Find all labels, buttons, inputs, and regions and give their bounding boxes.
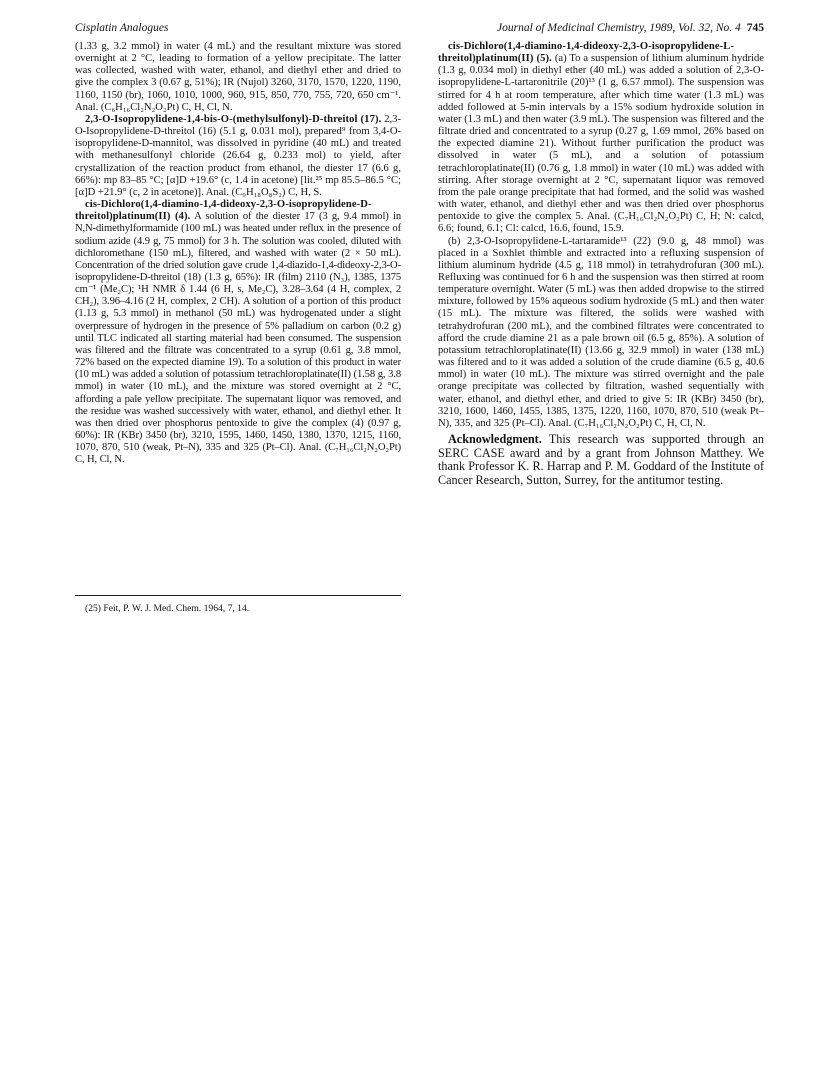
running-header [75,22,764,38]
paragraph-complex-5-a [438,41,764,236]
right-column [438,41,764,487]
paragraph-diester-17 [75,114,401,199]
footnotes [75,603,401,614]
paragraph-complex-3-continued: (1.33 g, 3.2 mmol) in water (4 mL) and the resultant mixture was stored overnight at 2 °C, leading to formation of a yellow precipitate. The latter was collected, washed with water, ethanol, and diethyl ether and dried to give the complex 3 (0.67 g, 51%); IR (Nujol) 3260, 3170, 1570, 1220, 1190, 1160, 1150 (br), 1060, 1010, 1000, 960, 915, 850, 770, 755, 720, 650 cm⁻¹. Anal. (C₆H₁₆Cl₂N₂O₂Pt) C, H, Cl, N. [75,41,401,113]
paragraph-complex-4 [75,199,401,466]
paragraph-text: A solution of the diester 17 (3 g, 9.4 mmol) in N,N-dimethylformamide (100 mL) was heated under reflux in the presence of sodium azide (4.9 g, 75 mmol) for 3 h. The solution was cooled, diluted with dichloromethane (150 mL), filtered, and washed with water (2 × 50 mL). Concentration of the dried solution gave crude 1,4-diazido-1,4-dideoxy-2,3-O-isopropylidene-D-threitol (18) (1.3 g, 65%): IR (film) 2110 (N₃), 1385, 1375 cm⁻¹ (Me₂C); ¹H NMR δ 1.44 (6 H, s, Me₂C), 3.28–3.64 (4 H, complex, 2 CH₂), 3.96–4.16 (2 H, complex, 2 CH). A solution of a portion of this product (1.13 g, 5.3 mmol) in methanol (50 mL) was hydrogenated under a slight overpressure of hydrogen in the presence of 5% palladium on carbon (0.2 g) until TLC indicated all starting material had been consumed. The suspension was filtered and the filtrate was concentrated to a syrup (0.61 g, 3.8 mmol, 72% based on the expected diamine 19). To a solution of this product in water (10 mL) was added a solution of potassium tetrachloroplatinate(II) (1.58 g, 3.8 mmol) in water (10 mL), and the mixture was stored overnight at 2 °C, affording a pale yellow precipitate. The supernatant liquor was removed, and the residue was washed successively with water, ethanol, and diethyl ether. It was then dried over phosphorus pentoxide to give the complex (4) (0.97 g, 60%): IR (KBr) 3450 (br), 3210, 1595, 1460, 1450, 1380, 1370, 1215, 1160, 1070, 870, 510 (weak, Pt–N), 335 and 325 (Pt–Cl). Anal. (C₇H₁₆Cl₂N₂O₂Pt) C, H, Cl, N. [75,211,401,466]
acknowledgment [438,433,764,487]
journal-name: Journal of Medicinal Chemistry, 1989, Vol. 32, No. 4 [497,22,741,34]
paragraph-complex-5-b: (b) 2,3-O-Isopropylidene-L-tartaramide¹³ (22) (9.0 g, 48 mmol) was placed in a Soxhlet thimble and extracted into a refluxing suspension of lithium aluminum hydride (4.5 g, 118 mmol) in tetrahydrofuran (300 mL). Refluxing was continued for 6 h and the suspension was then stirred at room temperature overnight. Water (5 mL) was then added dropwise to the stirred mixture, followed by 15% aqueous sodium hydroxide (5 mL) and then water (15 mL). The mixture was filtered, the solids were washed with tetrahydrofuran (200 mL), and the combined filtrates were concentrated to afford the crude diamine 21 as a pale brown oil (6.5 g, 85%). A solution of potassium tetrachloroplatinate(II) (13.66 g, 32.9 mmol) in water (138 mL) was filtered and to it was added a solution of the crude diamine (6.5 g, 40.6 mmol) in water (10 mL). The mixture was stirred overnight and the pale orange precipitate was collected by filtration, washed sequentially with water, ethanol, and diethyl ether, and dried to give 5: IR (KBr) 3450 (br), 3210, 1600, 1460, 1455, 1385, 1375, 1220, 1160, 1070, 870, 510 (weak Pt–N), 335, and 325 (Pt–Cl). Anal. (C₇H₁₆Cl₂N₂O₂Pt) C, H, Cl, N. [438,235,764,429]
paragraph-text: (a) To a suspension of lithium aluminum hydride (1.3 g, 0.034 mol) in diethyl ether (40 mL) was added a solution of 2,3-O-isopropylidene-L-tartaronitrile (20)¹³ (1 g, 6.57 mmol). The suspension was stirred for 4 h at room temperature, after which time water (1.3 mL) was added followed at 5-min intervals by a 15% sodium hydroxide solution in water (1.3 mL) and then water (3.9 mL). The suspension was filtered and the filtrate dried and concentrated to a syrup (0.27 g, 1.69 mmol, 26% based on the expected diamine 21). Without further purification the product was dissolved in water (5 mL), and a solution of potassium tetrachloroplatinate(II) (0.76 g, 1.8 mmol) in water (10 mL) was added with stirring. After storage overnight at 2 °C, supernatant liquor was removed from the pale orange precipitate that had formed, and the solid was washed with water, ethanol, and diethyl ether and was then dried over phosphorus pentoxide to give the complex 5. Anal. (C₇H₁₆Cl₂N₂O₂Pt) C, H; N: calcd, 6.6; found, 6.1; Cl: calcd, 16.6, found, 15.9. [438,53,765,235]
section-heading-complex-4: cis-Dichloro(1,4-diamino-1,4-dideoxy-2,3-O-isopropylidene-D-threitol)platinum(II) (4). [75,199,372,223]
acknowledgment-text: This research was supported through an SERC CASE award and by a grant from Johnson Matthey. We thank Professor K. R. Harrap and P. M. Goddard of the Institute of Cancer Research, Sutton, Surrey, for the antitumor testing. [438,432,764,487]
acknowledgment-heading: Acknowledgment. [448,432,542,446]
footnote-divider [75,595,401,596]
running-title: Cisplatin Analogues [75,22,169,34]
journal-citation [497,22,764,34]
footnote-25: (25) Feit, P. W. J. Med. Chem. 1964, 7, 14. [85,603,250,614]
paragraph-text: 2,3-O-Isopropylidene-D-threitol (16) (5.1 g, 0.031 mol), prepared⁹ from 3,4-O-isopropylidene-D-mannitol, was dissolved in pyridine (40 mL) and treated with methanesulfonyl chloride (26.64 g, 0.233 mol) to yield, after crystallization of the reaction product from ethanol, the diester 17 (6.6 g, 66%): mp 83–85 °C; [α]D +19.6° (c, 1.4 in acetone) [lit.²⁵ mp 85.5–86.5 °C; [α]D +21.9° (c, 2 in acetone)]. Anal. (C₉H₁₈O₈S₂) C, H, S. [75,113,401,198]
section-heading-complex-5: cis-Dichloro(1,4-diamino-1,4-dideoxy-2,3-O-isopropylidene-L-threitol)platinum(II) (5). [438,41,735,65]
page-number: 745 [746,22,764,34]
section-heading-diester-17: 2,3-O-Isopropylidene-1,4-bis-O-(methylsulfonyl)-D-threitol (17). [85,113,382,125]
left-column [75,41,401,466]
